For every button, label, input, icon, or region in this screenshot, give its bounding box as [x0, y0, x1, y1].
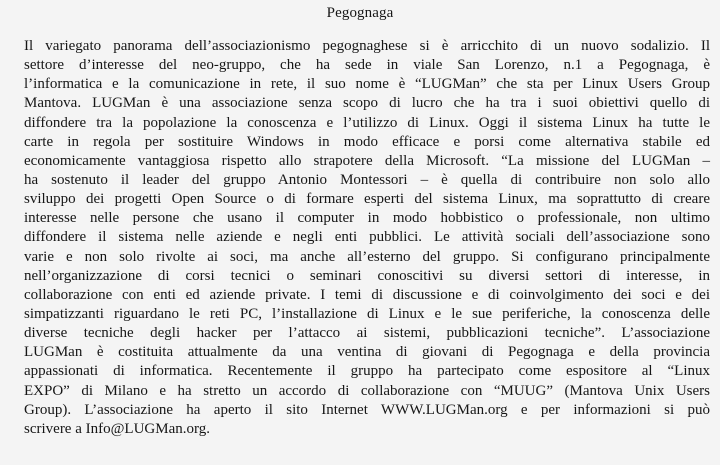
article-line: Mantova. LUGMan è una associazione senza scopo di lucro che ha tra i suoi obiettivi quello di — [24, 95, 710, 112]
article-line: collaborazione con enti ed aziende private. I temi di discussione e di coinvolgimento dei soci e dei — [24, 286, 710, 303]
article-line: economicamente vantaggiosa rispetto allo strapotere della Microsoft. “La missione del LUGMan – — [24, 152, 710, 169]
article-body — [24, 37, 710, 439]
article-line: Il variegato panorama dell’associazionismo pegognaghese si è arricchito di un nuovo sodalizio. Il — [24, 38, 710, 54]
article-line: l’informatica e la comunicazione in rete, il suo nome è “LUGMan” che sta per Linux Users Group — [24, 76, 710, 93]
article-line: nell’organizzazione di corsi tecnici o seminari conoscitivi su diversi settori di interesse, in — [24, 267, 710, 284]
article-line: diffondere tra la popolazione la conoscenza e l’utilizzo di Linux. Oggi il sistema Linux ha tutte le — [24, 114, 710, 131]
article-line: diverse tecniche degli hacker per l’attacco ai sistemi, pubblicazioni tecniche”. L’associazione — [24, 325, 710, 342]
article-line: interesse nelle persone che usano il computer in modo hobbistico o professionale, non ultimo — [24, 210, 710, 227]
article-line: ha sostenuto il leader del gruppo Antonio Montessori – è quella di contribuire non solo allo — [24, 171, 710, 188]
article-line: diffondere il sistema nelle aziende e negli enti pubblici. Le attività sociali dell’associazione sono — [24, 229, 710, 246]
article-line: settore d’interesse del neo-gruppo, che ha sede in viale San Lorenzo, n.1 a Pegognaga, è — [24, 57, 710, 74]
article-line: simpatizzanti riguardano le reti PC, l’installazione di Linux e le sue periferiche, la conoscenza delle — [24, 305, 710, 322]
article-line: varie e non solo rivolte ai soci, ma anche all’esterno del gruppo. Si configurano principalmente — [24, 248, 710, 265]
article-line: carte in regola per sostituire Windows in modo efficace e porsi come alternativa stabile ed — [24, 133, 710, 150]
article-line: scrivere a Info@LUGMan.org. — [24, 420, 210, 437]
article-line: Group). L’associazione ha aperto il sito Internet WWW.LUGMan.org e per informazioni si può — [24, 401, 710, 418]
article-line: LUGMan è costituita attualmente da una ventina di giovani di Pegognaga e della provincia — [24, 344, 710, 361]
article-line: sviluppo dei progetti Open Source o di formare esperti del sistema Linux, ma soprattutto di creare — [24, 191, 710, 208]
article-title: Pegognaga — [326, 5, 394, 21]
article-line: appassionati di informatica. Recentemente il gruppo ha partecipato come espositore al “Linux — [24, 363, 710, 380]
article-line: EXPO” di Milano e ha stretto un accordo di collaborazione con “MUUG” (Mantova Unix Users — [24, 382, 710, 399]
